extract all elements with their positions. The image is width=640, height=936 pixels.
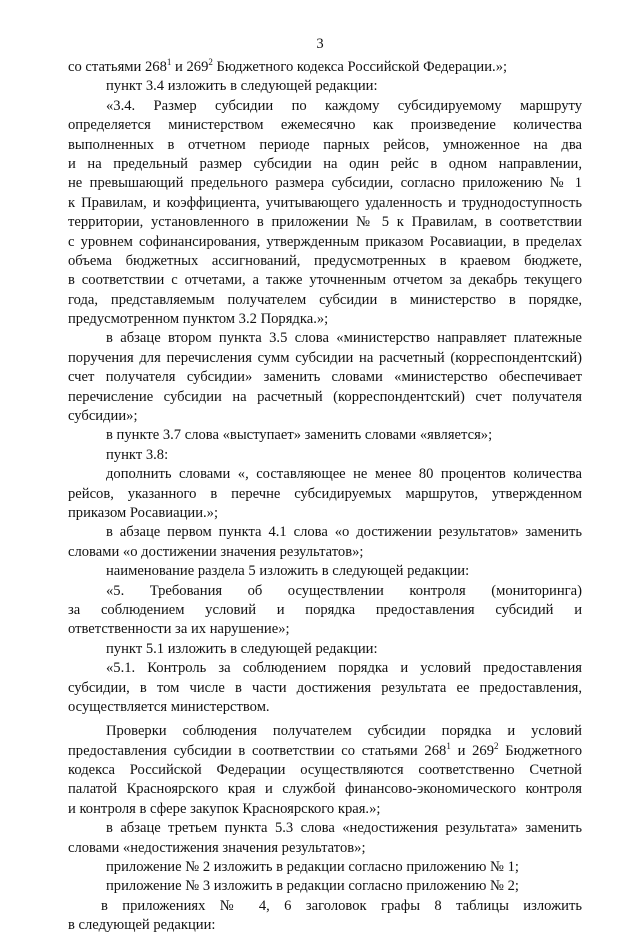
text-line <box>68 858 582 877</box>
text-line <box>68 349 582 368</box>
text-line <box>68 291 582 310</box>
line-text: к Правилам, и коэффициента, учитывающего удаленность и труднодоступность <box>68 194 582 211</box>
line-text: осуществляется министерством. <box>68 698 270 715</box>
line-text: приложение № 3 изложить в редакции согласно приложению № 2; <box>106 878 519 895</box>
line-text: в соответствии с отчетами, а также уточненным отчетом за декабрь текущего <box>68 272 582 289</box>
text-line <box>68 761 582 780</box>
text-line <box>68 310 582 329</box>
line-text: определяется министерством ежемесячно как произведение количества <box>68 117 582 134</box>
line-text: «5.1. Контроль за соблюдением порядка и условий предоставления <box>106 660 582 677</box>
line-text: счет получателя субсидии» заменить словами «министерство обеспечивает <box>68 369 582 386</box>
superscript: 2 <box>494 740 499 751</box>
text-line <box>68 523 582 542</box>
text-line <box>68 504 582 523</box>
text-line <box>68 698 582 717</box>
text-line <box>68 601 582 620</box>
text-line <box>68 722 582 741</box>
line-text: словами «недостижения значения результатов»; <box>68 839 366 856</box>
text-line <box>68 485 582 504</box>
text-line <box>68 679 582 698</box>
text-line <box>68 620 582 639</box>
text-line <box>68 252 582 271</box>
text-line <box>68 446 582 465</box>
line-text: и контроля в сфере закупок Красноярского края.»; <box>68 800 381 817</box>
text-line <box>68 116 582 135</box>
text-line <box>68 640 582 659</box>
line-text: палатой Красноярского края и службой финансово-экономического контроля <box>68 781 582 798</box>
line-text: с уровнем софинансирования, утвержденным приказом Росавиации, в пределах <box>68 233 582 250</box>
text-line <box>68 426 582 445</box>
text-line <box>68 155 582 174</box>
line-text: в абзаце первом пункта 4.1 слова «о достижении результатов» заменить <box>106 524 582 541</box>
document-body <box>68 58 582 936</box>
text-line <box>68 877 582 896</box>
text-line <box>68 194 582 213</box>
page-number: 3 <box>316 36 324 52</box>
text-line <box>68 800 582 819</box>
line-text: субсидии, в том числе в части достижения результата ее предоставления, <box>68 679 582 696</box>
line-text: предусмотренном пунктом 3.2 Порядка.»; <box>68 311 329 328</box>
text-line <box>68 465 582 484</box>
line-text: субсидии»; <box>68 408 138 425</box>
line-text: не превышающий предельного размера субсидии, согласно приложению № 1 <box>68 175 582 192</box>
text-line <box>68 233 582 252</box>
text-line <box>68 839 582 858</box>
line-text: и 269 <box>171 59 209 75</box>
text-line <box>68 407 582 426</box>
line-text: в пункте 3.7 слова «выступает» заменить словами «является»; <box>106 427 493 444</box>
line-text: словами «о достижении значения результатов»; <box>68 543 364 560</box>
text-line <box>68 897 582 916</box>
line-text: наименование раздела 5 изложить в следующей редакции: <box>106 563 470 580</box>
line-text: поручения для перечисления сумм субсидии на расчетный (корреспондентский) <box>68 349 582 366</box>
line-text: в абзаце третьем пункта 5.3 слова «недостижения результата» заменить <box>106 820 582 837</box>
line-text: перечисление субсидии на расчетный (корреспондентский) счет получателя <box>68 388 582 405</box>
text-line <box>68 562 582 581</box>
text-line <box>68 659 582 678</box>
line-text: рейсов, указанного в перечне субсидируемых маршрутов, утвержденном <box>68 485 582 502</box>
line-text: объема бюджетных ассигнований, предусмотренных в краевом бюджете, <box>68 252 582 269</box>
line-text: ответственности за их нарушение»; <box>68 621 290 638</box>
text-line <box>68 174 582 193</box>
line-text: в абзаце втором пункта 3.5 слова «министерство направляет платежные <box>106 330 582 347</box>
text-line <box>68 742 582 761</box>
text-line <box>68 582 582 601</box>
text-line <box>68 97 582 116</box>
superscript: 2 <box>208 57 213 67</box>
line-text: кодекса Российской Федерации осуществляются соответственно Счетной <box>68 762 582 779</box>
line-text: пункт 3.4 изложить в следующей редакции: <box>106 78 378 95</box>
text-line <box>68 368 582 387</box>
line-text: Проверки соблюдения получателем субсидии порядка и условий <box>106 723 582 740</box>
line-text: Бюджетного кодекса Российской Федерации.»; <box>212 59 508 75</box>
line-text: года, представляемым получателем субсидии в министерство в порядке, <box>68 291 582 308</box>
text-line <box>68 136 582 155</box>
text-line <box>68 58 582 77</box>
text-line <box>68 271 582 290</box>
line-text: дополнить словами «, составляющее не менее 80 процентов количества <box>106 466 582 483</box>
text-line <box>68 77 582 96</box>
line-text: «3.4. Размер субсидии по каждому субсидируемому маршруту <box>106 97 582 114</box>
line-text: в следующей редакции: <box>68 917 216 934</box>
line-text: территории, установленного в приложении № 5 к Правилам, в соответствии <box>68 214 582 231</box>
text-line <box>68 388 582 407</box>
text-line <box>68 213 582 232</box>
line-text: выполненных в отчетном периоде парных рейсов, умноженное на два <box>68 136 582 153</box>
line-text: приложение № 2 изложить в редакции согласно приложению № 1; <box>106 859 519 876</box>
line-text: приказом Росавиации.»; <box>68 504 218 521</box>
line-text: «5. Требования об осуществлении контроля (мониторинга) <box>106 582 582 599</box>
text-line <box>68 543 582 562</box>
line-text: со статьями 268 <box>68 59 167 75</box>
line-text: и 269 <box>450 742 495 759</box>
line-text: за соблюдением условий и порядка предоставления субсидий и <box>68 601 582 618</box>
line-text: пункт 5.1 изложить в следующей редакции: <box>106 640 378 657</box>
line-text: предоставления субсидии в соответствии со статьями 268 <box>68 742 447 759</box>
line-text: в приложениях № 4, 6 заголовок графы 8 таблицы изложить <box>101 897 582 914</box>
line-text: и на предельный размер субсидии на один рейс в одном направлении, <box>68 155 582 172</box>
text-line <box>68 916 582 935</box>
line-text: Бюджетного <box>498 742 582 759</box>
superscript: 1 <box>166 57 172 67</box>
superscript: 1 <box>446 740 451 751</box>
text-line <box>68 780 582 799</box>
line-text: пункт 3.8: <box>106 446 169 463</box>
text-line <box>68 329 582 348</box>
text-line <box>68 819 582 838</box>
